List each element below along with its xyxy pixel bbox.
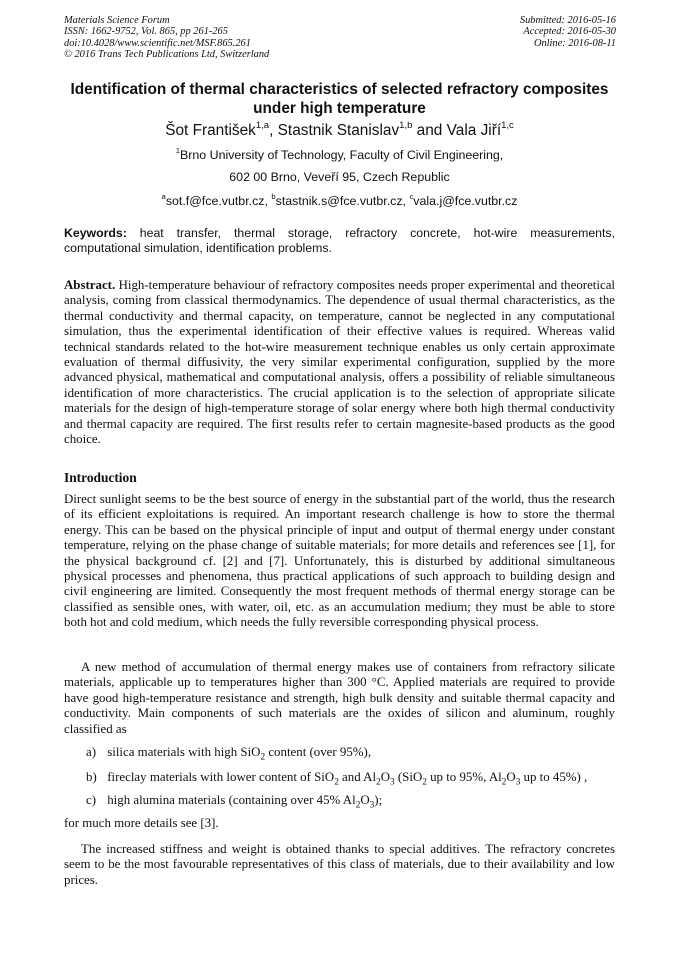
author-name: Stastnik Stanislav	[277, 122, 400, 139]
journal-issn: ISSN: 1662-9752, Vol. 865, pp 261-265	[64, 26, 228, 38]
author-affil-sup: 1,c	[501, 119, 514, 131]
intro-paragraph-1: Direct sunlight seems to be the best source of energy in the substantial part of the world, thus the research of its efficient exploitations is required. An important research challenge is how to store the thermal energy. This can be based on the physical principle of input and output of thermal energy under constant temperature, relying on the phase change of suitable materials; for more details and references see [1], for the physical background cf. [2] and [7]. Unfortunately, this is disturbed by additional simultaneous physical processes and phenomena, thus practical applications of such approach to building design and civil engineering are limited. Consequently the most frequent methods of thermal energy storage can be classified as sensible ones, with water, oil, etc. as an accumulation medium; they must be able to store both hot and cold medium, which needs the fully reversible corresponding physical process.	[64, 492, 615, 630]
journal-copyright: © 2016 Trans Tech Publications Ltd, Switzerland	[64, 49, 270, 61]
online-date: Online: 2016-08-11	[533, 37, 616, 49]
keywords-text: heat transfer, thermal storage, refractory concrete, hot-wire measurements, computational simulation, identification problems.	[64, 226, 615, 255]
affiliation-line-2: 602 00 Brno, Veveří 95, Czech Republic	[229, 170, 450, 184]
section-heading-introduction: Introduction	[64, 470, 137, 485]
intro-paragraph-2: A new method of accumulation of thermal energy makes use of containers from refractory silicate materials, applicable up to temperatures higher than 300 °C. Applied materials are required to provide have good high-temperature resistance and strength, high bulk density and suitable thermal capacity and conductivity. Main components of such materials are the oxides of silicon and aluminum, roughly classified as	[64, 660, 615, 736]
abstract-label: Abstract.	[64, 278, 116, 292]
journal-doi: doi:10.4028/www.scientific.net/MSF.865.261	[64, 37, 251, 49]
journal-header-right	[520, 15, 616, 49]
paper-title: Identification of thermal characteristics of selected refractory composites under high temperature	[70, 81, 609, 117]
list-item-b: b) fireclay materials with lower content of SiO$_2$ and $Al_2O_3$ (SiO$_2$ up to 95%, $Al_2O_3$ up to 45%) ,	[86, 770, 588, 788]
list-item-a: a) silica materials with high SiO$_2$ content (over 95%),	[86, 745, 372, 763]
author-affil-sup: 1,a	[255, 119, 270, 131]
author-name: Vala Jiří	[446, 122, 502, 139]
list-followup: for much more details see [3].	[64, 816, 219, 830]
journal-header-left	[64, 15, 269, 61]
email-link[interactable]: stastnik.s@fce.vutbr.cz	[275, 194, 403, 208]
abstract-block	[64, 278, 615, 447]
journal-name: Materials Science Forum	[64, 15, 170, 26]
email-link[interactable]: vala.j@fce.vutbr.cz	[413, 194, 518, 208]
keywords-block	[64, 226, 615, 255]
email-line: $^a$sot.f@fce.vutbr.cz, $^b$stastnik.s@fce.vutbr.cz, $^c$vala.j@fce.vutbr.cz	[161, 192, 518, 208]
author-affil-sup: 1,b	[399, 119, 413, 131]
author-name: Šot František	[165, 122, 256, 139]
abstract-text: High-temperature behaviour of refractory composites needs proper experimental and theoretical analysis, coming from classical thermodynamics. The dependence of usual thermal characteristics, as the thermal conductivity and thermal capacity, on temperature, cannot be neglected in any computational simulation, thus the experimental identification of their effective values is required. Whereas valid technical standards related to the hot-wire measurement technique enables us only certain approximate evaluation of thermal diffusivity, the very similar experimental configuration, supplied by the more advanced physical, mathematical and computational analysis, offers a possibility of reliable simultaneous identification of more characteristics. The crucial application is to the selection of appropriate silicate materials for the design of high-temperature storage of solar energy where both high thermal conductivity and thermal capacity are required. The first results refer to certain magnesite-based products as the good choice.	[64, 278, 615, 447]
author-list: Šot František$^{1,a}$, Stastnik Stanislav$^{1,b}$ and Vala Jiří$^{1,c}$	[165, 119, 514, 139]
email-link[interactable]: sot.f@fce.vutbr.cz	[165, 194, 265, 208]
affiliation-line-1: $^1$Brno University of Technology, Faculty of Civil Engineering,	[175, 146, 504, 162]
submitted-date: Submitted: 2016-05-16	[519, 15, 616, 26]
keywords-label: Keywords:	[64, 226, 127, 240]
list-item-c: c) high alumina materials (containing over 45% $Al_2O_3$);	[86, 793, 383, 811]
intro-paragraph-3: The increased stiffness and weight is obtained thanks to special additives. The refractory concretes seem to be the most favourable representatives of this class of materials, due to their availability and low prices.	[64, 842, 615, 887]
accepted-date: Accepted: 2016-05-30	[523, 26, 616, 38]
